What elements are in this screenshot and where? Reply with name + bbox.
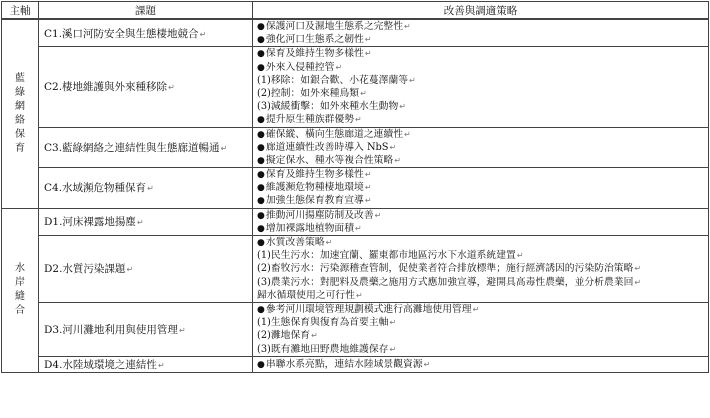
return-mark: ↵ [157, 360, 165, 370]
table-row [2, 356, 709, 372]
bullet-icon: ● [257, 115, 265, 126]
strategy-line [257, 249, 708, 262]
bullet-icon: ● [257, 238, 265, 248]
strategy-text: 串聯水系亮點，連結水陸域景觀資源 [265, 358, 423, 370]
return-mark: ↵ [389, 318, 397, 328]
topic-cell [39, 208, 253, 235]
strategy-text: (2)畜牧污水：污染源稽查管制，促使業者符合排放標準；施行經濟誘因的污染防治策略 [257, 263, 634, 275]
strategy-cell [253, 127, 709, 168]
return-mark: ↵ [389, 142, 397, 152]
strategy-cell [253, 302, 709, 356]
strategy-text: 提升原生種族群優勢 [265, 114, 355, 126]
topic-text: D2.水質污染課題 [44, 263, 126, 276]
strategy-text: 增加裸露地植物面積 [265, 222, 355, 234]
bullet-icon: ● [257, 22, 265, 32]
return-mark: ↵ [374, 210, 382, 220]
topic-text: C3.藍綠網絡之連結性與生態廊道暢通 [44, 141, 220, 154]
strategy-line [257, 194, 708, 207]
axis-cell [2, 208, 39, 372]
strategy-text: 保育及維持生物多樣性 [265, 169, 364, 181]
return-mark: ↵ [394, 155, 401, 165]
strategy-line [257, 236, 708, 249]
strategy-cell [253, 356, 709, 372]
strategy-text: 擬定保水、種水等複合性策略 [265, 154, 394, 166]
strategy-text: (1)民生污水：加速宜蘭、羅東都市地區污水下水道系統建置 [257, 250, 516, 262]
strategy-line [257, 74, 708, 87]
bullet-icon: ● [257, 359, 265, 370]
topic-text: D1.河床裸露地揚塵 [44, 216, 136, 229]
strategy-line [257, 47, 708, 60]
strategy-text: 水質改善策略 [265, 237, 325, 248]
strategy-line [257, 316, 708, 329]
return-mark: ↵ [355, 223, 362, 233]
return-mark: ↵ [220, 143, 228, 153]
bullet-icon: ● [257, 35, 265, 46]
topic-cell [39, 168, 253, 209]
return-mark: ↵ [364, 35, 372, 45]
strategy-line [257, 113, 708, 126]
strategy-line [257, 289, 708, 302]
strategy-line [257, 181, 708, 194]
strategy-text: (1)移除：如銀合歡、小花蔓澤蘭等 [257, 74, 409, 86]
return-mark: ↵ [404, 129, 411, 139]
axis-char: 合 [15, 305, 25, 317]
strategy-text: 推動河川揚塵防制及改善 [265, 209, 374, 221]
return-mark: ↵ [178, 325, 186, 335]
axis-char: 保 [15, 128, 25, 140]
strategy-line [257, 222, 708, 235]
strategy-line [257, 100, 708, 113]
return-mark: ↵ [360, 88, 367, 98]
strategy-text: (2)控制：如外來種鳥類 [257, 87, 360, 99]
return-mark: ↵ [634, 277, 642, 287]
return-mark: ↵ [364, 183, 372, 193]
return-mark: ↵ [399, 102, 406, 112]
return-mark: ↵ [423, 359, 431, 369]
strategy-cell [253, 19, 709, 47]
header-axis: 主軸 [2, 2, 39, 20]
strategy-line [257, 141, 708, 154]
strategy-cell [253, 208, 709, 235]
bullet-icon: ● [257, 223, 265, 234]
strategy-text: (3)減緩衝擊：如外來種水生動物 [257, 101, 399, 113]
bullet-icon: ● [257, 49, 265, 60]
strategy-line [257, 209, 708, 222]
bullet-icon: ● [257, 129, 265, 140]
axis-char: 藍 [15, 72, 25, 84]
return-mark: ↵ [325, 238, 333, 247]
return-mark: ↵ [364, 196, 372, 206]
strategy-line [257, 61, 708, 74]
return-mark: ↵ [335, 62, 343, 72]
axis-char: 縫 [15, 291, 25, 303]
strategy-text: 加強生態保育教育宣導 [265, 195, 364, 207]
strategy-line [257, 33, 708, 46]
strategy-text: (2)灘地保育 [257, 330, 311, 342]
return-mark: ↵ [147, 184, 154, 194]
return-mark: ↵ [126, 265, 134, 275]
return-mark: ↵ [516, 251, 524, 261]
topic-cell [39, 47, 253, 127]
return-mark: ↵ [472, 304, 480, 314]
bullet-icon: ● [257, 304, 265, 315]
axis-char: 絡 [15, 114, 25, 126]
table-row [2, 236, 709, 303]
strategy-line [257, 87, 708, 100]
strategy-cell [253, 47, 709, 127]
table-row [2, 127, 709, 168]
topic-cell [39, 302, 253, 356]
table-row [2, 208, 709, 235]
topic-text: D4.水陸域環境之連結性 [44, 358, 157, 371]
strategy-line [257, 262, 708, 275]
axis-char: 網 [15, 100, 25, 112]
return-mark: ↵ [364, 49, 372, 59]
strategy-text: 廊道連續性改善時導入 NbS [265, 141, 389, 153]
bullet-icon: ● [257, 142, 265, 153]
table-body [2, 19, 709, 372]
table-row [2, 47, 709, 127]
bullet-icon: ● [257, 155, 265, 166]
axis-char: 岸 [15, 277, 25, 289]
bullet-icon: ● [257, 196, 265, 207]
return-mark: ↵ [136, 218, 144, 228]
topic-text: C2.棲地維護與外來種移除 [44, 81, 168, 94]
strategy-line [257, 168, 708, 181]
topic-text: D3.河川灘地利用與使用管理 [44, 323, 178, 336]
strategy-text: 保護河口及濕地生態系之完整性 [265, 21, 404, 32]
axis-char: 水 [15, 263, 25, 275]
return-mark: ↵ [409, 75, 416, 85]
strategy-text: 外來入侵種控管 [265, 61, 335, 73]
axis-char: 育 [15, 142, 25, 154]
return-mark: ↵ [364, 170, 372, 180]
strategy-line [257, 358, 708, 371]
axis-cell [2, 19, 39, 208]
header-row [2, 2, 709, 20]
return-mark: ↵ [389, 344, 397, 354]
topic-text: C4.水域瀕危物種保育 [44, 182, 147, 195]
bullet-icon: ● [257, 183, 265, 194]
bullet-icon: ● [257, 170, 265, 181]
strategy-text: 強化河口生態系之韌性 [265, 34, 364, 46]
axis-char: 綠 [15, 86, 25, 98]
strategy-text: (1)生態保育與復育為首要主軸 [257, 317, 389, 329]
strategy-text: 保育及維持生物多樣性 [265, 48, 364, 60]
topic-cell [39, 236, 253, 303]
topic-cell [39, 356, 253, 372]
strategy-text: 確保縱、橫向生態廊道之連續性 [265, 128, 404, 140]
table-row [2, 168, 709, 209]
return-mark: ↵ [355, 115, 362, 125]
strategy-text: (3)農業污水：對肥料及農藥之施用方式應加強宣導，避開具高毒性農藥，並分析農業回 [257, 276, 634, 288]
strategy-line [257, 276, 708, 289]
strategy-line [257, 20, 708, 33]
bullet-icon: ● [257, 210, 265, 221]
topic-text: C1.溪口河防安全與生態棲地競合 [44, 27, 199, 40]
strategy-line [257, 303, 708, 316]
strategy-line [257, 343, 708, 356]
topic-cell [39, 19, 253, 47]
return-mark: ↵ [355, 290, 363, 300]
strategy-table [1, 1, 709, 373]
strategy-line [257, 128, 708, 141]
strategy-line [257, 329, 708, 342]
header-topic: 課題 [39, 2, 253, 20]
return-mark: ↵ [168, 83, 175, 93]
strategy-cell [253, 236, 709, 303]
return-mark: ↵ [199, 29, 207, 39]
return-mark: ↵ [311, 331, 318, 341]
return-mark: ↵ [634, 264, 642, 274]
table-row [2, 302, 709, 356]
bullet-icon: ● [257, 62, 265, 73]
strategy-line [257, 154, 708, 167]
strategy-text: 維護瀕危物種棲地環境 [265, 182, 364, 194]
strategy-cell [253, 168, 709, 209]
topic-cell [39, 127, 253, 168]
strategy-text: (3)既有灘地田野農地維護保存 [257, 343, 389, 355]
header-strategy: 改善與調適策略 [253, 2, 709, 20]
return-mark: ↵ [404, 22, 411, 31]
strategy-text: 參考河川環境管理規劃模式進行高灘地使用管理 [265, 303, 472, 315]
strategy-text: 歸水循環使用之可行性 [257, 289, 355, 301]
table-row [2, 19, 709, 47]
